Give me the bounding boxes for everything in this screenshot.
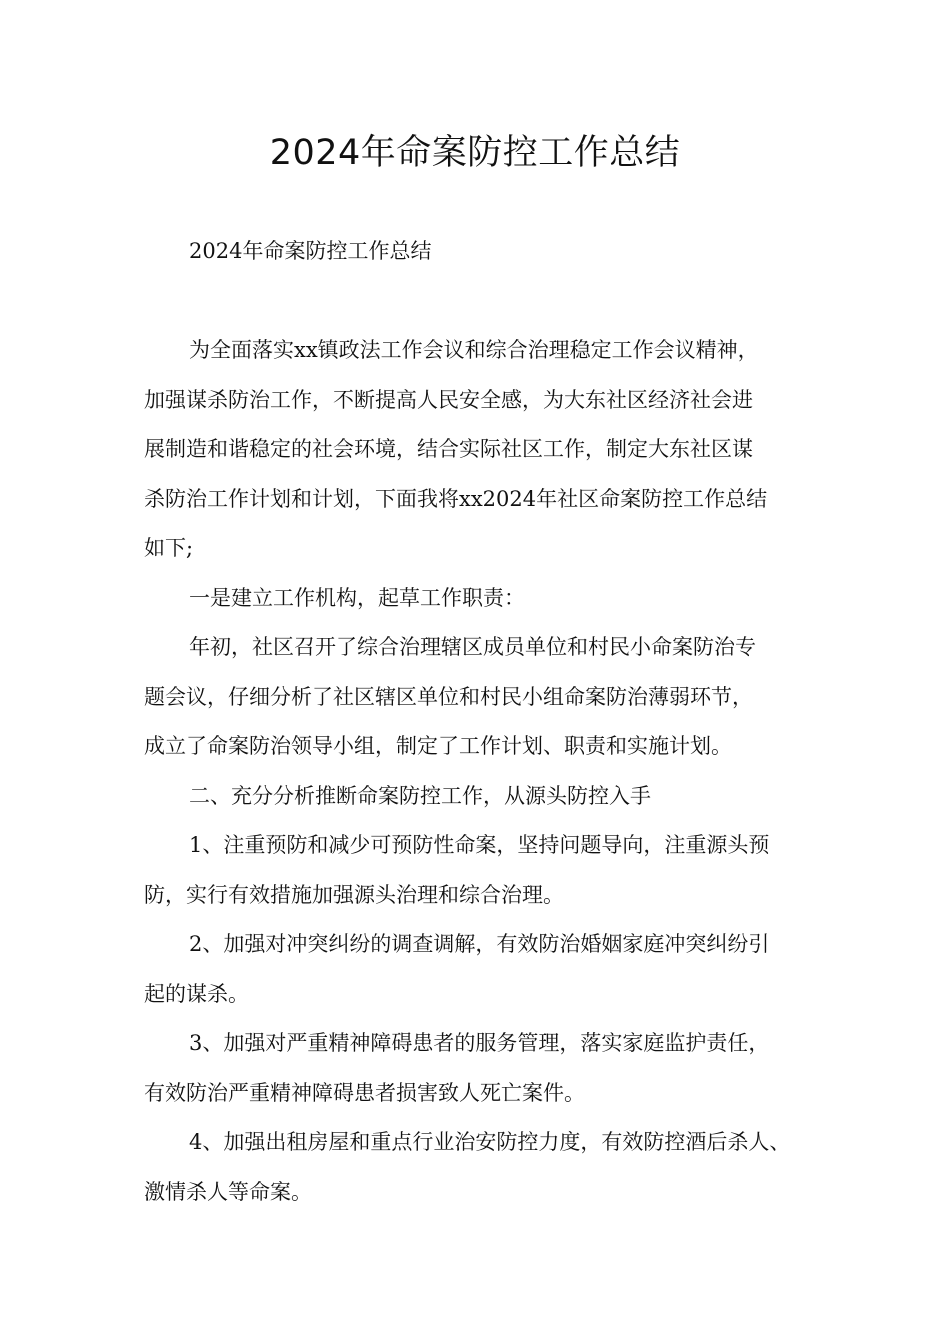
paragraph-line: 加强谋杀防治工作，不断提高人民安全感，为大东社区经济社会进 <box>144 387 753 412</box>
paragraph-line: 杀防治工作计划和计划，下面我将xx2024年社区命案防控工作总结 <box>144 486 768 511</box>
document-title: 2024年命案防控工作总结 <box>269 133 681 173</box>
paragraph-section-1 <box>144 623 808 772</box>
paragraph-line: 防，实行有效措施加强源头治理和综合治理。 <box>144 882 564 907</box>
paragraph-line: 为全面落实xx镇政法工作会议和综合治理稳定工作会议精神， <box>189 338 759 362</box>
paragraph-line: 有效防治严重精神障碍患者损害致人死亡案件。 <box>144 1080 585 1105</box>
paragraph-line: 二、充分分析推断命案防控工作，从源头防控入手 <box>189 783 651 808</box>
paragraph-line: 3、加强对严重精神障碍患者的服务管理，落实家庭监护责任， <box>189 1031 770 1055</box>
list-item-4 <box>144 1118 808 1217</box>
paragraph-intro <box>144 326 808 574</box>
paragraph-line: 展制造和谐稳定的社会环境，结合实际社区工作，制定大东社区谋 <box>144 437 753 461</box>
document-subtitle: 2024年命案防控工作总结 <box>189 239 432 263</box>
paragraph-line: 2、加强对冲突纠纷的调查调解，有效防治婚姻家庭冲突纠纷引 <box>189 932 770 956</box>
paragraph-line: 题会议，仔细分析了社区辖区单位和村民小组命案防治薄弱环节， <box>144 684 753 709</box>
paragraph-line: 起的谋杀。 <box>144 981 249 1006</box>
section-heading-1 <box>144 574 808 624</box>
list-item-3 <box>144 1019 808 1118</box>
list-item-1 <box>144 821 808 920</box>
section-heading-2 <box>144 772 808 822</box>
paragraph-line: 如下; <box>144 536 194 560</box>
paragraph-line: 一是建立工作机构，起草工作职责： <box>189 585 525 610</box>
paragraph-line: 年初，社区召开了综合治理辖区成员单位和村民小命案防治专 <box>189 635 756 659</box>
paragraph-line: 4、加强出租房屋和重点行业治安防控力度，有效防控酒后杀人、 <box>189 1130 791 1154</box>
paragraph-line: 1、注重预防和减少可预防性命案，坚持问题导向，注重源头预 <box>189 833 770 857</box>
document-body <box>144 326 808 1217</box>
paragraph-line: 成立了命案防治领导小组，制定了工作计划、职责和实施计划。 <box>144 734 732 758</box>
paragraph-line: 激情杀人等命案。 <box>144 1179 312 1204</box>
list-item-2 <box>144 920 808 1019</box>
